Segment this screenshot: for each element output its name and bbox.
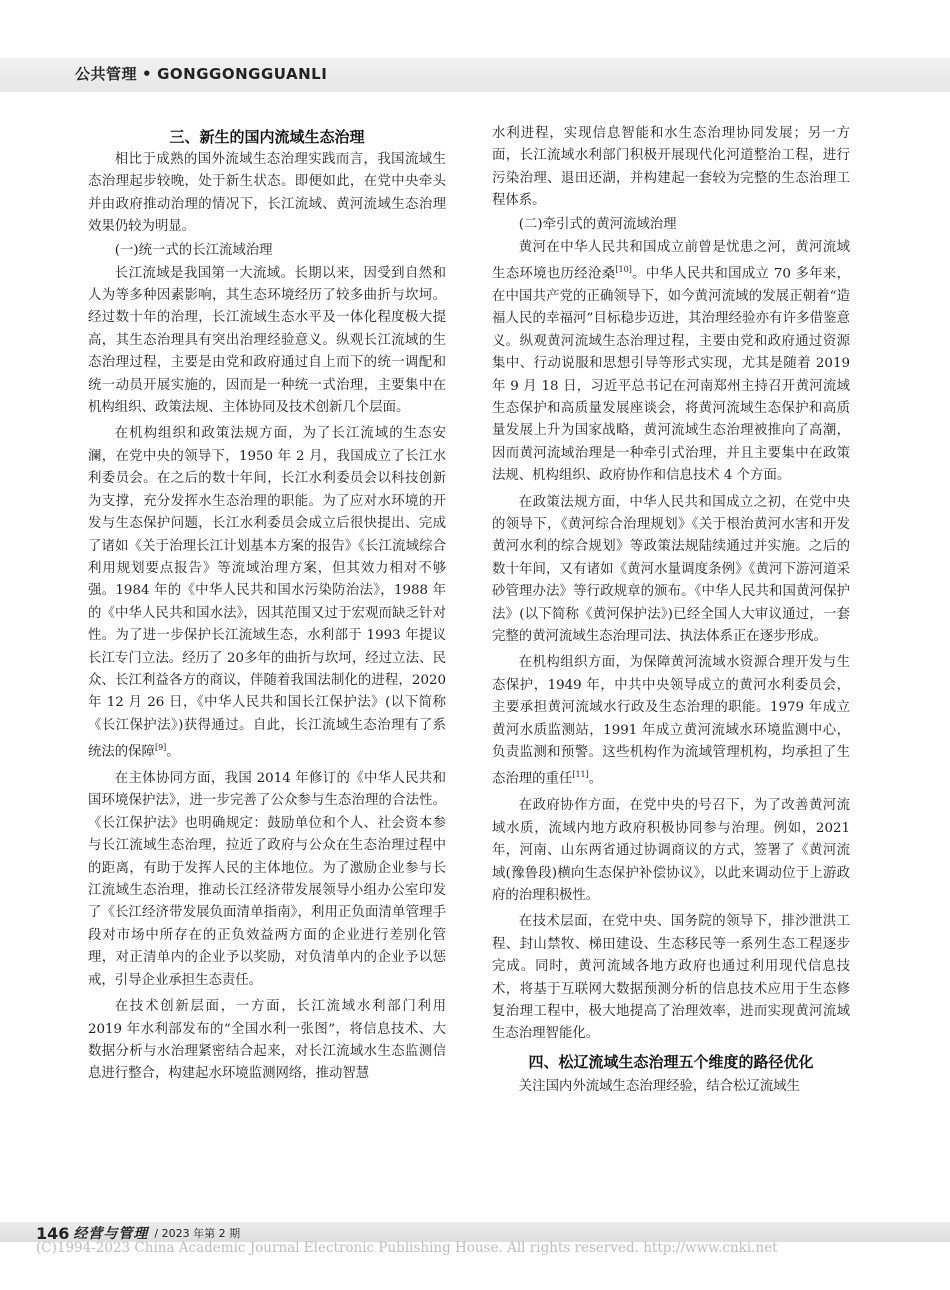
- paragraph-yangtze-technology: 在技术创新层面，一方面，长江流域水利部门利用 2019 年水利部发布的“全国水利一张图”，将信息技术、大数据分析与水治理紧密结合起来，对长江流域水生态监测信息进行整合，构建起水环境监测网络，推动智慧: [88, 999, 446, 1082]
- running-header: [75, 63, 327, 85]
- copyright-watermark: (C)1994-2023 China Academic Journal Electronic Publishing House. All rights reserved. http://www.cnki.net: [36, 1240, 778, 1256]
- paragraph-yangtze-institutions: [88, 423, 446, 764]
- paragraph-end: 。: [166, 744, 180, 760]
- paragraph-yangtze-coordination: 在主体协同方面，我国 2014 年修订的《中华人民共和国环境保护法》，进一步完善了公众参与生态治理的合法性。《长江保护法》也明确规定：鼓励单位和个人、社会资本参与长江流域生态治理，拉近了政府与公众在生态治理过程中的距离，有助于发挥人民的主体地位。为了激励企业参与长江流域生态治理，推动长江经济带发展领导小组办公室印发了《长江经济带发展负面清单指南》，利用正负面清单管理手段对市场中所存在的正负效益两方面的企业进行差别化管理，对正清单内的企业予以奖励，对负清单内的企业予以惩戒，引导企业承担生态责任。: [88, 771, 446, 988]
- paragraph-yellow-government: 在政府协作方面，在党中央的号召下，为了改善黄河流域水质，流域内地方政府积极协同参与治理。例如，2021 年，河南、山东两省通过协调商议的方式，签署了《黄河流域(豫鲁段)横向生态保护补偿协议》，以此来调动位于上游政府的治理积极性。: [492, 798, 850, 903]
- header-category: 公共管理: [75, 65, 138, 83]
- subsection-2-title: (二)牵引式的黄河流域治理: [518, 216, 677, 232]
- citation-ref: [11]: [572, 770, 589, 780]
- citation-ref: [10]: [615, 265, 632, 275]
- issue-label: / 2023 年第 2 期: [154, 1227, 241, 1240]
- paragraph-yangtze-technology-cont: 水利进程，实现信息智能和水生态治理协同发展；另一方面，长江流域水利部门积极开展现代化河道整治工程，进行污染治理、退田还湖，并构建起一套较为完整的生态治理工程体系。: [492, 126, 850, 209]
- paragraph-yangtze-overview: 长江流域是我国第一大流域。长期以来，因受到自然和人为等多种因素影响，其生态环境经历了较多曲折与坎坷。经过数十年的治理，长江流域生态水平及一体化程度极大提高，其生态治理具有突出治理经验意义。纵观长江流域的生态治理过程，主要是由党和政府通过自上而下的统一调配和统一动员开展实施的，因而是一种统一式治理，主要集中在机构组织、政策法规、主体协同及技术创新几个层面。: [88, 265, 446, 416]
- intro-paragraph: 相比于成熟的国外流域生态治理实践而言，我国流域生态治理起步较晚，处于新生状态。即便如此，在党中央牵头并由政府推动治理的情况下，长江流域、黄河流域生态治理效果仍较为明显。: [88, 152, 446, 235]
- paragraph-text: 黄河在中华人民共和国成立前曾是忧患之河，黄河流域生态环境也历经沧桑: [492, 239, 850, 282]
- paragraph-yellow-technology: 在技术层面，在党中央、国务院的领导下，排沙泄洪工程、封山禁牧、梯田建设、生态移民等一系列生态工程逐步完成。同时，黄河流域各地方政府也通过利用现代信息技术，将基于互联网大数据预测分析的信息技术应用于生态修复治理工程中，极大地提高了治理效率，进而实现黄河流域生态治理智能化。: [492, 914, 850, 1042]
- left-column: [88, 125, 446, 1086]
- paragraph-text: 在机构组织和政策法规方面，为了长江流域的生态安澜，在党中央的领导下，1950 年 2 月，我国成立了长江水利委员会。在之后的数十年间，长江水利委员会以科技创新为支撑，充分发挥水生态治理的职能。为了应对水环境的开发与生态保护问题，长江水利委员会成立后很快提出、完成了诸如《关于治理长江计划基本方案的报告》《长江流域综合利用规划要点报告》等流域治理方案，但其效力相对不够强。1984 年的《中华人民共和国水污染防治法》，1988 年的《中华人民共和国水法》，因其范围又过于宏观而缺乏针对性。为了进一步保护长江流域生态，水利部于 1993 年提议长江专门立法。经历了 20多年的曲折与坎坷，经过立法、民众、长江利益各方的商议，伴随着我国法制化的进程，2020 年 12 月 26 日，《中华人民共和国长江保护法》(以下简称《长江保护法》)获得通过。自此，长江流域生态治理有了系统法的保障: [88, 426, 446, 760]
- paragraph-songliao-intro: 关注国内外流域生态治理经验，结合松辽流域生: [518, 1078, 800, 1094]
- paragraph-text-cont: 。中华人民共和国成立 70 多年来，在中国共产党的正确领导下，如今黄河流域的发展正朝着“造福人民的幸福河”目标稳步迈进，其治理经验亦有许多借鉴意义。纵观黄河流域生态治理过程，主要由党和政府通过资源集中、行动说服和思想引导等形式实现，尤其是随着 2019 年 9 月 18 日，习近平总书记在河南郑州主持召开黄河流域生态保护和高质量发展座谈会，将黄河流域生态保护和高质量发展上升为国家战略，黄河流域生态治理被推向了高潮，因而黄河流域治理是一种牵引式治理，并且主要集中在政策法规、机构组织、政府协作和信息技术 4 个方面。: [492, 266, 850, 484]
- section-4-title: 四、松辽流域生态治理五个维度的路径优化: [528, 1052, 814, 1071]
- subsection-1-title: (一)统一式的长江流域治理: [114, 242, 273, 258]
- paragraph-text: 在机构组织方面，为保障黄河流域水资源合理开发与生态保护，1949 年，中共中央领导成立的黄河水利委员会，主要承担黄河流域水行政及生态治理的职能。1979 年成立黄河水质监测站，1991 年成立黄河流域水环境监测中心，负责监测和预警。这些机构作为流域管理机构，均承担了生态治理的重任: [492, 655, 850, 787]
- journal-logo: 经营与管理: [73, 1226, 149, 1242]
- header-bullet: •: [142, 65, 153, 83]
- paragraph-yellow-overview: [492, 237, 850, 488]
- header-pinyin: GONGGONGGUANLI: [157, 65, 328, 83]
- page-number: 146: [36, 1224, 70, 1243]
- paragraph-yellow-policy: 在政策法规方面，中华人民共和国成立之初，在党中央的领导下，《黄河综合治理规划》《关于根治黄河水害和开发黄河水利的综合规划》等政策法规陆续通过并实施。之后的数十年间，又有诸如《黄河水量调度条例》《黄河下游河道采砂管理办法》等行政规章的颁布。《中华人民共和国黄河保护法》(以下简称《黄河保护法》)已经全国人大审议通过，一套完整的黄河流域生态治理司法、执法体系正在逐步形成。: [492, 494, 850, 644]
- paragraph-end: 。: [588, 771, 603, 787]
- section-3-title: 三、新生的国内流域生态治理: [169, 128, 365, 146]
- paragraph-yellow-institutions: [492, 652, 850, 791]
- right-column: [492, 123, 850, 1098]
- citation-ref: [9]: [154, 743, 167, 753]
